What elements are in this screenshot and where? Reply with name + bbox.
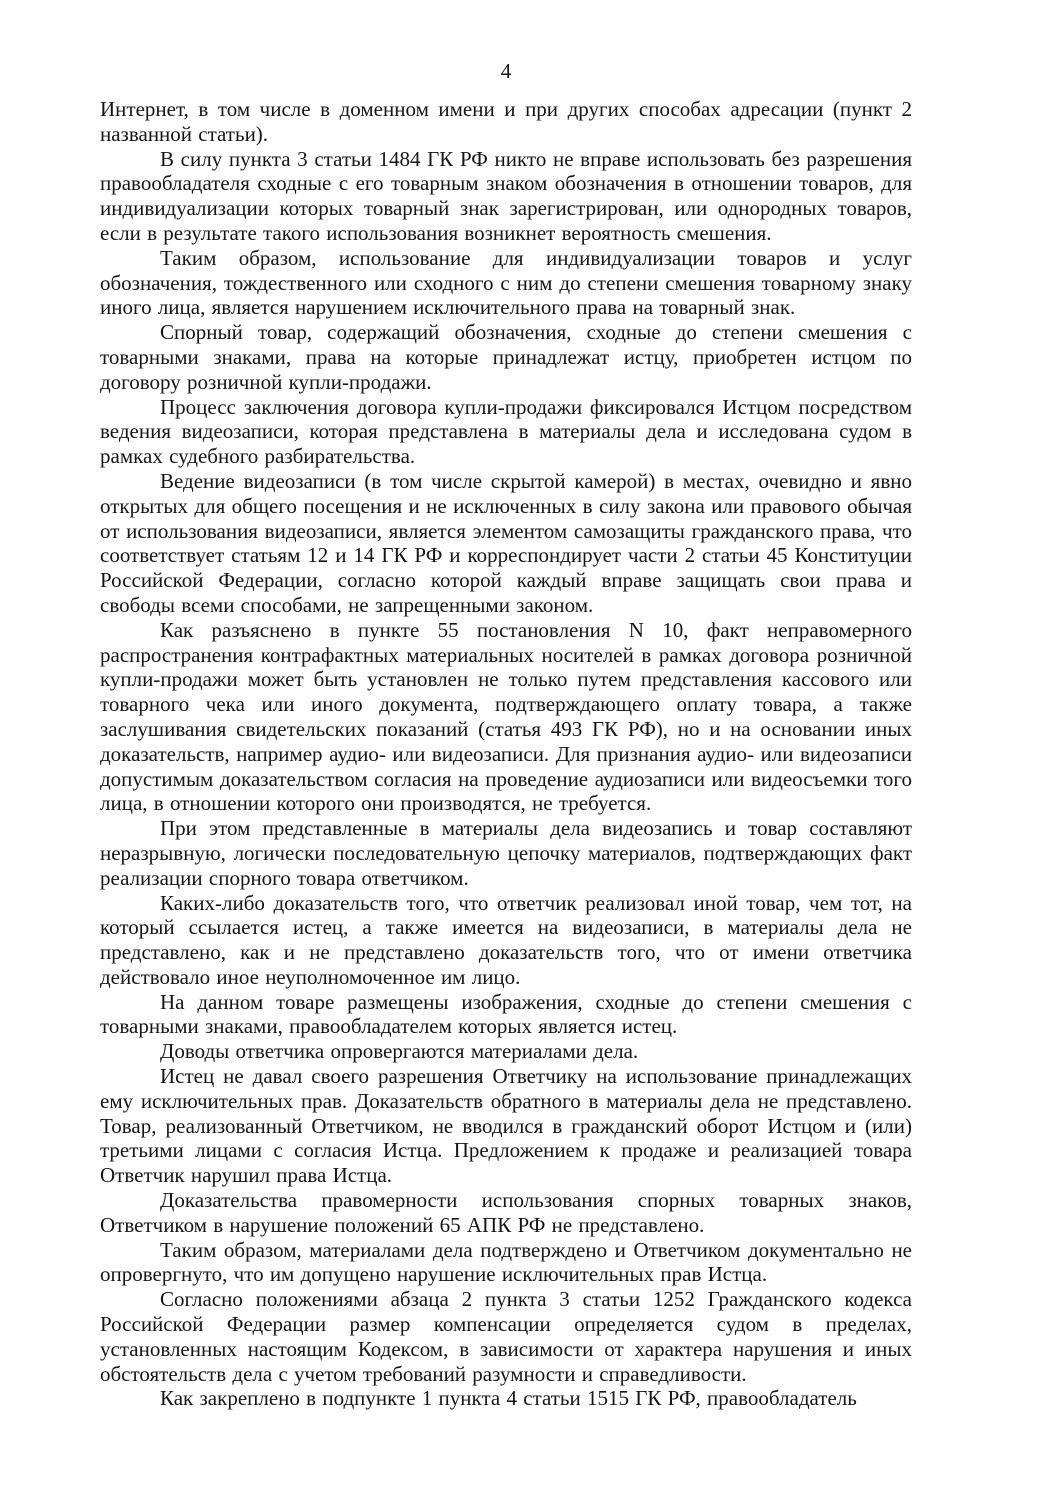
paragraph: При этом представленные в материалы дела видеозапись и товар составляют неразрывную, логически последовательную цепочку материалов, подтверждающих факт реализации спорного товара ответчиком. bbox=[100, 816, 912, 890]
page-number: 4 bbox=[500, 59, 512, 83]
paragraph: Как разъяснено в пункте 55 постановления N 10, факт неправомерного распространения контрафактных материальных носителей в рамках договора розничной купли-продажи может быть установлен не только путем представления кассового или товарного чека или иного документа, подтверждающего оплату товара, а также заслушивания свидетельских показаний (статья 493 ГК РФ), но и на основании иных доказательств, например аудио- или видеозаписи. Для признания аудио- или видеозаписи допустимым доказательством согласия на проведение аудиозаписи или видеосъемки того лица, в отношении которого они производятся, не требуется. bbox=[100, 617, 912, 816]
paragraph: На данном товаре размещены изображения, сходные до степени смешения с товарными знаками, правообладателем которых является истец. bbox=[100, 989, 912, 1039]
paragraph: Таким образом, использование для индивидуализации товаров и услуг обозначения, тождественного или сходного с ним до степени смешения товарному знаку иного лица, является нарушением исключительного права на товарный знак. bbox=[100, 245, 912, 320]
paragraph: Доводы ответчика опровергаются материалами дела. bbox=[160, 1039, 639, 1064]
paragraph: Как закреплено в подпункте 1 пункта 4 статьи 1515 ГК РФ, правообладатель bbox=[160, 1386, 857, 1411]
paragraph: Каких-либо доказательств того, что ответчик реализовал иной товар, чем тот, на который ссылается истец, а также имеется на видеозаписи, в материалы дела не представлено, как и не представлено доказательств того, что от имени ответчика действовало иное неуполномоченное им лицо. bbox=[100, 890, 912, 989]
paragraph: Согласно положениями абзаца 2 пункта 3 статьи 1252 Гражданского кодекса Российской Федерации размер компенсации определяется судом в пределах, установленных настоящим Кодексом, в зависимости от характера нарушения и иных обстоятельств дела с учетом требований разумности и справедливости. bbox=[100, 1287, 912, 1386]
document-body bbox=[100, 97, 912, 1411]
paragraph: Ведение видеозаписи (в том числе скрытой камерой) в местах, очевидно и явно открытых для общего посещения и не исключенных в силу закона или правового обычая от использования видеозаписи, является элементом самозащиты гражданского права, что соответствует статьям 12 и 14 ГК РФ и корреспондирует части 2 статьи 45 Конституции Российской Федерации, согласно которой каждый вправе защищать свои права и свободы всеми способами, не запрещенными законом. bbox=[100, 468, 912, 617]
paragraph: Доказательства правомерности использования спорных товарных знаков, Ответчиком в нарушение положений 65 АПК РФ не представлено. bbox=[100, 1188, 912, 1237]
paragraph: Истец не давал своего разрешения Ответчику на использование принадлежащих ему исключительных прав. Доказательств обратного в материалы дела не представлено. Товар, реализованный Ответчиком, не вводился в гражданский оборот Истцом и (или) третьими лицами с согласия Истца. Предложением к продаже и реализацией товара Ответчик нарушил права Истца. bbox=[100, 1064, 912, 1188]
paragraph: В силу пункта 3 статьи 1484 ГК РФ никто не вправе использовать без разрешения правообладателя сходные с его товарным знаком обозначения в отношении товаров, для индивидуализации которых товарный знак зарегистрирован, или однородных товаров, если в результате такого использования возникнет вероятность смешения. bbox=[100, 146, 912, 245]
paragraph: Интернет, в том числе в доменном имени и при других способах адресации (пункт 2 названной статьи). bbox=[100, 97, 912, 146]
paragraph: Процесс заключения договора купли-продажи фиксировался Истцом посредством ведения видеозаписи, которая представлена в материалы дела и исследована судом в рамках судебного разбирательства. bbox=[100, 394, 912, 469]
paragraph: Таким образом, материалами дела подтверждено и Ответчиком документально не опровергнуто, что им допущено нарушение исключительных прав Истца. bbox=[100, 1237, 912, 1287]
paragraph: Спорный товар, содержащий обозначения, сходные до степени смешения с товарными знаками, права на которые принадлежат истцу, приобретен истцом по договору розничной купли-продажи. bbox=[100, 320, 912, 394]
